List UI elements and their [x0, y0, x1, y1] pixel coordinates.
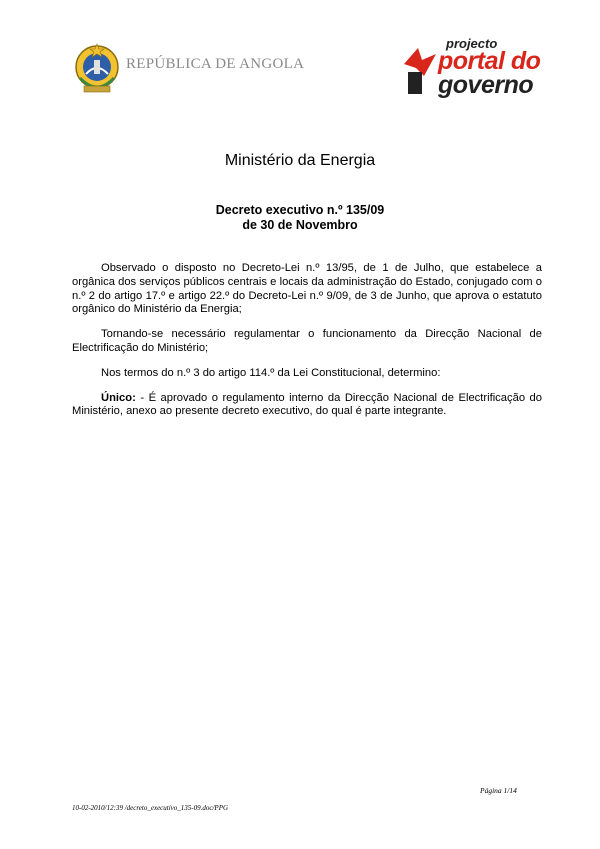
decree-date: de 30 de Novembro — [242, 218, 358, 232]
unico-text: - É aprovado o regulamento interno da Direcção Nacional de Electrificação do Ministério, anexo ao presente decreto executivo, do qual é parte integrante. — [72, 391, 542, 418]
page-number: Página 1/14 — [480, 786, 517, 795]
footer-file-path: 10-02-2010/12:39 /decreto_executivo_135-09.doc/PPG — [72, 804, 229, 812]
page-header — [0, 34, 600, 104]
ministry-title: Ministério da Energia — [224, 152, 376, 169]
portal-logo-line2: portal do — [438, 47, 541, 75]
unico-label: Único: — [101, 391, 136, 404]
decree-title: Decreto executivo n.º 135/09 — [215, 203, 385, 217]
angola-emblem-icon — [72, 40, 122, 96]
paragraph: Tornando-se necessário regulamentar o funcionamento da Direcção Nacional de Electrificação do Ministério; — [72, 328, 542, 354]
unico-paragraph — [72, 392, 542, 420]
portal-logo-line3: governo — [438, 71, 534, 99]
decree-body — [72, 262, 542, 430]
decree-heading — [0, 203, 600, 233]
portal-logo-icon — [402, 46, 442, 96]
portal-logo-line1: projecto — [446, 36, 498, 51]
country-name: REPÚBLICA DE ANGOLA — [126, 56, 305, 72]
paragraph: Observado o disposto no Decreto-Lei n.º 13/95, de 1 de Julho, que estabelece a orgânica dos serviços públicos centrais e locais da administração do Estado, conjugado com o n.º 2 do artigo 17.º e artigo 22.º do Decreto-Lei n.º 9/09, de 3 de Junho, que aprova o estatuto orgânico do Ministério da Energia; — [72, 262, 542, 316]
paragraph: Nos termos do n.º 3 do artigo 114.º da Lei Constitucional, determino: — [101, 366, 441, 379]
portal-logo — [402, 34, 547, 98]
